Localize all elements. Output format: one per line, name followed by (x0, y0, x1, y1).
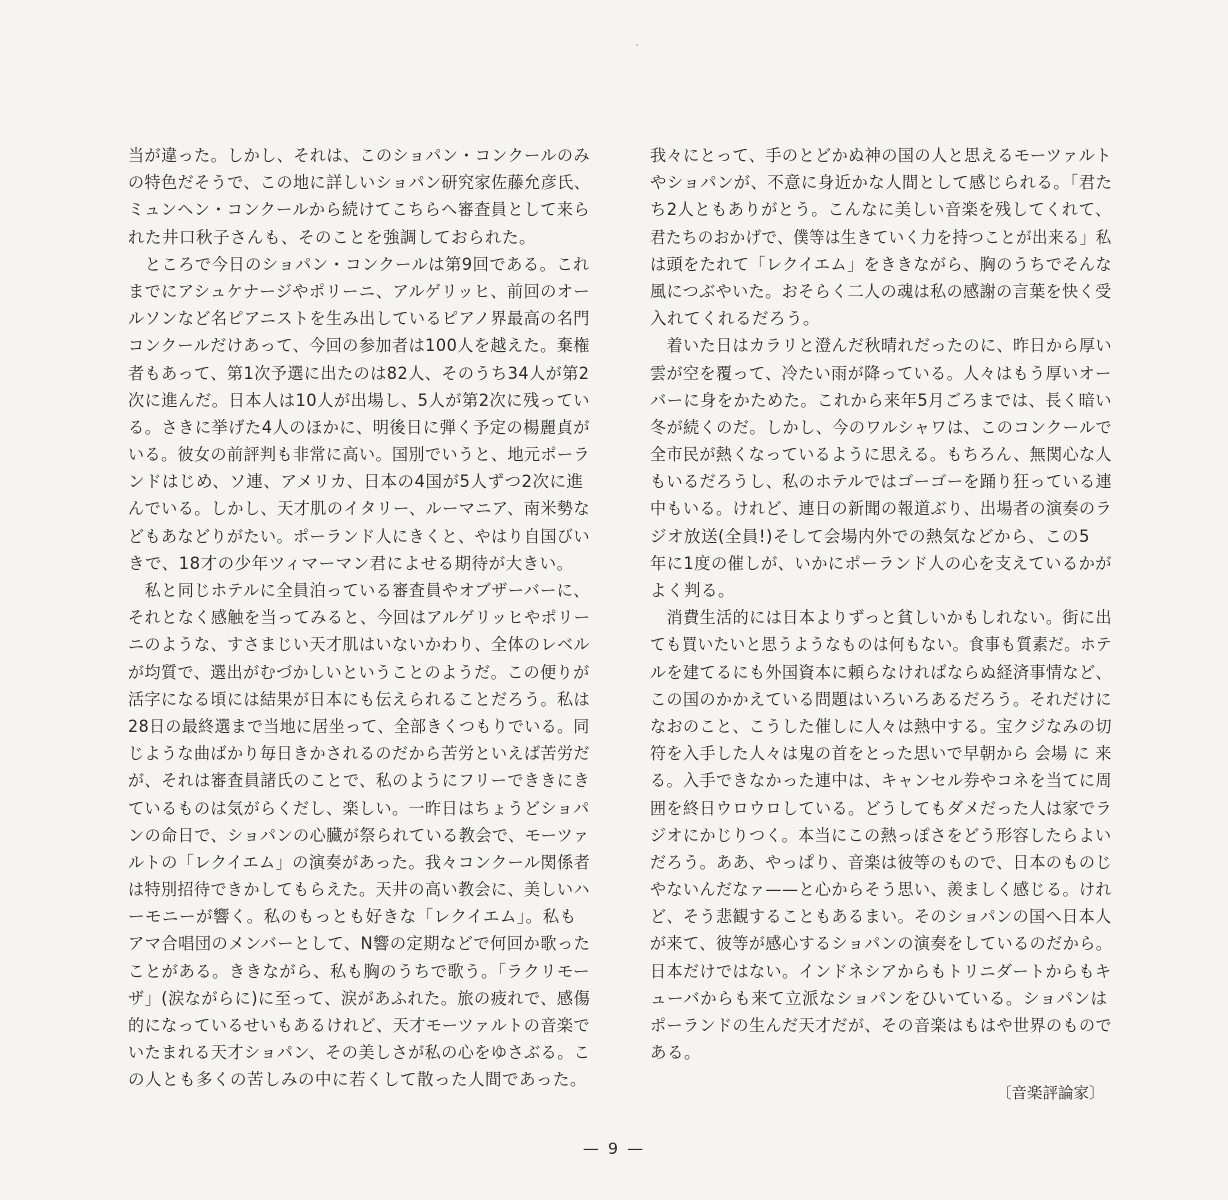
text-line: ても買いたいと思うようなものは何もない。食事も質素だ。ホテ (650, 635, 1112, 655)
text-line: る。さきに挙げた4人のほかに、明後日に弾く予定の楊麗貞が (128, 417, 591, 437)
text-line: ルソンなど名ピアニストを生み出しているピアノ界最高の名門 (128, 309, 590, 329)
text-line: 全市民が熱くなっているように思える。もちろん、無関心な人 (650, 445, 1113, 465)
text-line: が、それは審査員諸氏のことで、私のようにフリーでききにき (128, 771, 591, 791)
text-line: 的になっているせいもあるけれど、天才モーツァルトの音楽で (128, 1016, 591, 1035)
text-line: 次に進んだ。日本人は10人が出場し、5人が第2次に残ってい (128, 390, 591, 410)
text-line: る。入手できなかった連中は、キャンセル券やコネを当てに周 (650, 771, 1113, 791)
text-line: 冬が続くのだ。しかし、今のワルシャワは、このコンクールで (650, 417, 1113, 437)
text-line: 消費生活的には日本よりずっと貧しいかもしれない。街に出 (650, 608, 1113, 628)
text-line: もいるだろうし、私のホテルではゴーゴーを踊り狂っている連 (650, 472, 1113, 492)
text-line: ーモニーが響く。私のもっとも好きな「レクイエム」。私も (128, 907, 577, 927)
text-line: 我々にとって、手のとどかぬ神の国の人と思えるモーツァルト (650, 146, 1112, 165)
text-line: ある。 (650, 1043, 701, 1063)
right-text-column (650, 142, 1112, 1066)
text-line: きで、18才の少年ツィマーマン君によせる期待が大きい。 (128, 553, 574, 573)
text-line: じような曲ばかり毎日きかされるのだから苦労といえば苦労だ (128, 744, 591, 764)
text-line: ち2人ともありがとう。こんなに美しい音楽を残してくれて、 (650, 200, 1112, 220)
text-line: ンドはじめ、ソ連、アメリカ、日本の4国が5人ずつ2次に進 (128, 472, 584, 492)
text-line: 日本だけではない。インドネシアからもトリニダートからもキ (650, 961, 1112, 981)
paper-speck (636, 44, 638, 46)
text-line: ジオ放送(全員!)そして会場内外での熱気などから、この5 (650, 526, 1090, 546)
text-line: ンの命日で、ショパンの心臓が祭られている教会で、モーツァ (128, 825, 590, 845)
text-line: コンクールだけあって、今回の参加者は100人を越えた。棄権 (128, 336, 590, 356)
text-line: ミュンヘン・コンクールから続けてこちらへ審査員として来ら (128, 200, 591, 220)
text-line: バーに身をかためた。これから来年5月ごろまでは、長く暗い (650, 390, 1113, 410)
text-line: やショパンが、不意に身近かな人間として感じられる。「君た (650, 173, 1113, 193)
text-line: 囲を終日ウロウロしている。どうしてもダメだった人は家でラ (650, 798, 1113, 818)
text-line: が来て、彼等が感心するショパンの演奏をしているのだから。 (650, 934, 1113, 954)
text-line: それとなく感触を当ってみると、今回はアルゲリッヒやポリー (128, 608, 591, 628)
text-line: 中もいる。けれど、連日の新聞の報道ぶり、出場者の演奏のラ (650, 499, 1113, 519)
text-line: アマ合唱団のメンバーとして、N響の定期などで何回か歌った (128, 934, 591, 954)
text-line: ルを建てるにも外国資本に頼らなければならぬ経済事情など、 (650, 662, 1113, 682)
text-line: の人とも多くの苦しみの中に若くして散った人間であった。 (128, 1070, 587, 1090)
text-line: ューバからも来て立派なショパンをひいている。ショパンは (650, 988, 1108, 1008)
text-line: 風につぶやいた。おそらく二人の魂は私の感謝の言葉を快く受 (650, 281, 1112, 301)
text-line: 雲が空を覆って、冷たい雨が降っている。人々はもう厚いオー (650, 363, 1112, 383)
text-line: ルトの「レクイエム」の演奏があった。我々コンクール関係者 (128, 852, 591, 872)
text-line: 活字になる頃には結果が日本にも伝えられることだろう。私は (128, 689, 591, 709)
text-line: 当が違った。しかし、それは、このショパン・コンクールのみ (128, 146, 591, 165)
text-line: ジオにかじりつく。本当にこの熱っぽさをどう形容したらよい (650, 825, 1112, 845)
text-line: んでいる。しかし、天才肌のイタリー、ルーマニア、南米勢な (128, 499, 591, 519)
text-line: やないんだなァ——と心からそう思い、羨ましく感じる。けれ (650, 880, 1113, 900)
text-line: の特色だそうで、この地に詳しいショパン研究家佐藤允彦氏、 (128, 173, 591, 193)
text-line: なおのこと、こうした催しに人々は熱中する。宝クジなみの切 (650, 716, 1113, 736)
text-line: ところで今日のショパン・コンクールは第9回である。これ (128, 254, 590, 274)
text-line: が均質で、選出がむづかしいということのようだ。この便りが (128, 662, 590, 682)
page-number: — 9 — (582, 1139, 646, 1158)
text-line: 着いた日はカラリと澄んだ秋晴れだったのに、昨日から厚い (650, 336, 1113, 356)
text-line: いる。彼女の前評判も非常に高い。国別でいうと、地元ポーラ (128, 445, 591, 465)
author-signature: 〔音楽評論家〕 (996, 1084, 1105, 1102)
text-line: れた井口秋子さんも、そのことを強調しておられた。 (128, 227, 536, 247)
text-line: ザ」(涙ながらに)に至って、涙があふれた。旅の疲れで、感傷 (128, 988, 591, 1008)
text-line: 私と同じホテルに全員泊っている審査員やオブザーバーに、 (128, 581, 590, 600)
text-line: 者もあって、第1次予選に出たのは82人、そのうち34人が第2 (128, 363, 590, 383)
left-text-column (128, 142, 590, 1094)
text-line: 入れてくれるだろう。 (650, 309, 820, 329)
text-line: どもあなどりがたい。ポーランド人にきくと、やはり自国びい (128, 526, 591, 546)
text-line: ど、そう悲観することもあるまい。そのショパンの国へ日本人 (650, 907, 1112, 927)
text-line: いたまれる天才ショパン、その美しさが私の心をゆさぶる。こ (128, 1043, 591, 1063)
text-line: ポーランドの生んだ天才だが、その音楽はもはや世界のもので (650, 1016, 1113, 1035)
text-line: は特別招待できかしてもらえた。天井の高い教会に、美しいハ (128, 880, 591, 900)
text-line: は頭をたれて「レクイエム」をききながら、胸のうちでそんな (650, 254, 1113, 274)
text-line: 符を入手した人々は鬼の首をとった思いで早朝から 会場 に 来 (650, 744, 1112, 764)
text-line: この国のかかえている問題はいろいろあるだろう。それだけに (650, 689, 1113, 709)
text-line: 年に1度の催しが、いかにポーランド人の心を支えているかが (650, 553, 1113, 573)
text-line: 君たちのおかげで、僕等は生きていく力を持つことが出来る」私 (650, 227, 1112, 247)
text-line: 28日の最終選まで当地に居坐って、全部きくつもりでいる。同 (128, 716, 590, 736)
text-line: ているものは気がらくだし、楽しい。一昨日はちょうどショパ (128, 798, 590, 818)
text-line: ニのような、すさまじい天才肌はいないかわり、全体のレベル (128, 635, 591, 655)
text-line: ことがある。ききながら、私も胸のうちで歌う。「ラクリモー (128, 961, 590, 981)
text-line: よく判る。 (650, 581, 735, 600)
text-line: だろう。ああ、やっぱり、音楽は彼等のもので、日本のものじ (650, 852, 1113, 872)
text-line: までにアシュケナージやポリーニ、アルゲリッヒ、前回のオー (128, 281, 591, 301)
